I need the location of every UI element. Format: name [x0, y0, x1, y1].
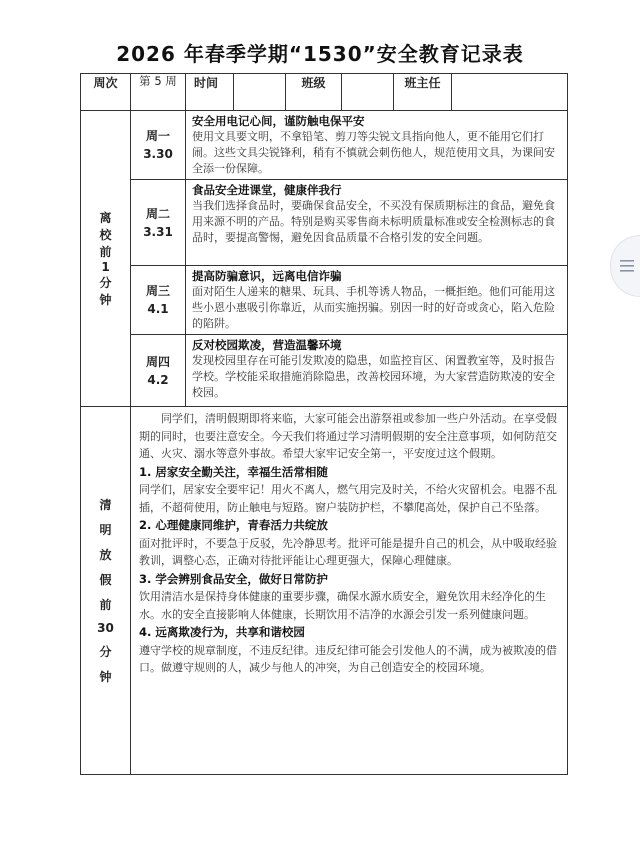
page-title: 2026 年春季学期“1530”安全教育记录表: [116, 42, 524, 66]
record-table: [80, 73, 568, 775]
class-value: [342, 74, 394, 111]
holiday-row: [81, 407, 568, 775]
day-row: [81, 180, 568, 266]
day-content: 安全用电记心间，谨防触电保平安 使用文具要文明，不拿铅笔、剪刀等尖锐文具指向他人，更不能用它们打闹。这些文具尖锐锋利，稍有不慎就会刺伤他人，规范使用文具，为课间安全添一份保障。: [186, 111, 568, 180]
day-content: 反对校园欺凌，营造温馨环境 发现校园里存在可能引发欺凌的隐患，如监控盲区、闲置教室等，及时报告学校。学校能采取措施消除隐患，改善校园环境，为大家营造防欺凌的安全校园。: [186, 335, 568, 407]
item-body: 饮用清洁水是保持身体健康的重要步骤，确保水源水质安全，避免饮用未经净化的生水。水的安全直接影响人体健康，长期饮用不洁净的水源会引发一系列健康问题。: [139, 590, 546, 621]
section-label-before-holiday: 清 明 放 假 前 30 分 钟: [81, 407, 131, 775]
day-row: [81, 266, 568, 335]
time-value: [234, 74, 286, 111]
class-label: 班级: [286, 74, 342, 111]
item-body: 面对批评时，不要急于反驳，先冷静思考。批评可能是提升自己的机会，从中吸取经验教训，调整心态，正确对待批评能让心理更强大，保障心理健康。: [139, 536, 557, 567]
week-label: 周次: [81, 74, 131, 111]
time-label: 时间: [186, 74, 234, 111]
teacher-label: 班主任: [394, 74, 452, 111]
day-content: 提高防骗意识，远离电信诈骗 面对陌生人递来的糖果、玩具、手机等诱人物品，一概拒绝。他们可能用这些小恩小惠吸引你靠近，从而实施拐骗。别因一时的好奇或贪心，陷入危险的陷阱。: [186, 266, 568, 335]
intro-paragraph: 同学们，清明假期即将来临，大家可能会出游祭祖或参加一些户外活动。在享受假期的同时，也要注意安全。今天我们将通过学习清明假期的安全注意事项，如何防范交通、火灾、溺水等意外事故。希望大家牢记安全第一，平安度过这个假期。: [139, 412, 557, 460]
holiday-content: [131, 407, 568, 775]
day-cell: 周四 4.2: [131, 335, 186, 407]
item-body: 遵守学校的规章制度，不违反纪律。违反纪律可能会引发他人的不满，成为被欺凌的借口。做遵守规则的人，减少与他人的冲突，为自己创造安全的校园环境。: [139, 643, 557, 674]
week-value: 第 5 周: [131, 74, 186, 111]
item-heading: 2. 心理健康同维护，青春活力共绽放: [139, 518, 328, 532]
day-row: [81, 111, 568, 180]
item-body: 同学们，居家安全要牢记！用火不离人，燃气用完及时关，不给火灾留机会。电器不乱插，不超荷使用，防止触电与短路。窗户装防护栏，不攀爬高处，保护自己不坠落。: [139, 483, 557, 514]
item-heading: 1. 居家安全勤关注，幸福生活常相随: [139, 464, 328, 479]
header-row: [81, 74, 568, 111]
day-cell: 周三 4.1: [131, 266, 186, 335]
item-heading: 3. 学会辨别食品安全，做好日常防护: [139, 571, 328, 586]
side-menu-button[interactable]: [610, 235, 640, 297]
menu-lines-icon: [620, 259, 634, 273]
teacher-value: [452, 74, 568, 111]
day-cell: 周二 3.31: [131, 180, 186, 266]
day-cell: 周一 3.30: [131, 111, 186, 180]
section-label-before-leaving: 离 校 前 1 分 钟: [81, 111, 131, 407]
day-row: [81, 335, 568, 407]
day-content: 食品安全进课堂，健康伴我行 当我们选择食品时，要确保食品安全，不买没有保质期标注的食品，避免食用来源不明的产品。特别是购买零售商未标明质量标准或安全检测标志的食品时，要提高警惕，避免因食品质量不合格引发的安全问题。: [186, 180, 568, 266]
item-heading: 4. 远离欺凌行为，共享和谐校园: [139, 625, 305, 639]
